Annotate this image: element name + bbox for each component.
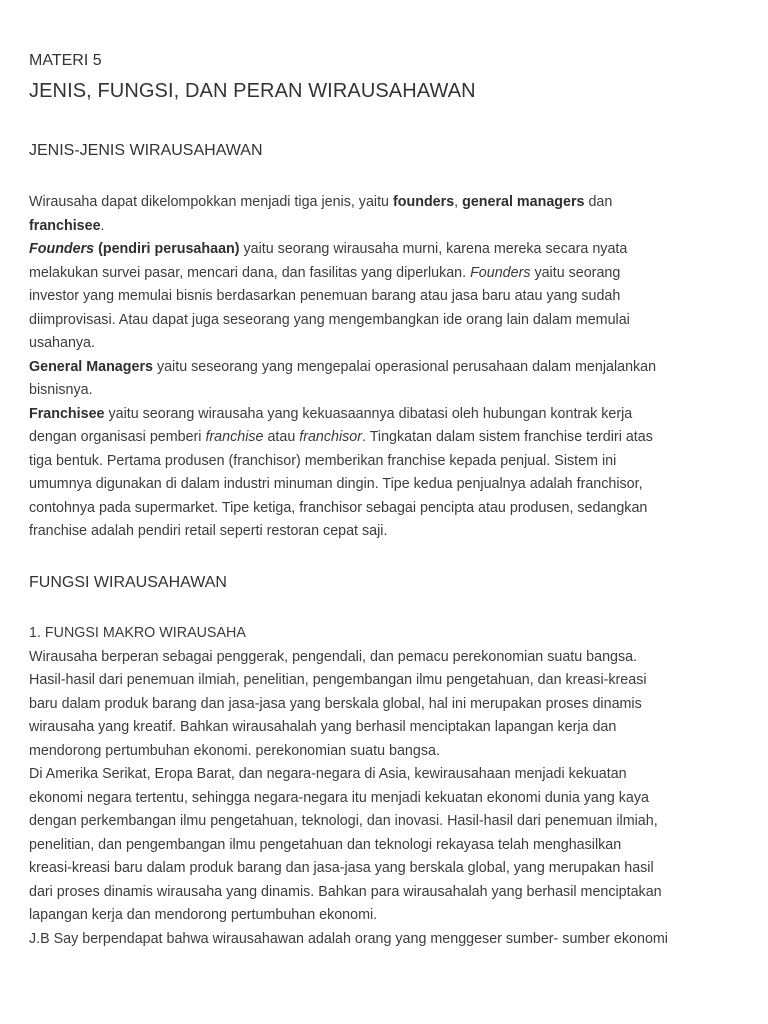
fungsi-line: wirausaha yang kreatif. Bahkan wirausahalah yang berhasil menciptakan lapangan kerja dan: [29, 719, 617, 735]
franchisee-line-1: [29, 403, 751, 427]
founders-line-4: diimprovisasi. Atau dapat juga seseorang yang mengembangkan ide orang lain dalam memulai: [29, 311, 630, 328]
fungsi-line: ekonomi negara tertentu, sehingga negara-negara itu menjadi kekuatan ekonomi dunia yang kaya: [29, 789, 649, 806]
franchisee-line-5: contohnya pada supermarket. Tipe ketiga, franchisor sebagai pencipta atau produsen, sedangkan: [29, 499, 648, 516]
franchisee-text: dengan organisasi pemberi: [29, 429, 206, 445]
founders-line-2: [29, 262, 751, 286]
section-heading-jenis: JENIS-JENIS WIRAUSAHAWAN: [29, 142, 263, 159]
franchisee-line-2: [29, 426, 751, 450]
fungsi-line: Di Amerika Serikat, Eropa Barat, dan negara-negara di Asia, kewirausahaan menjadi kekuatan: [29, 766, 627, 782]
fungsi-line: lapangan kerja dan mendorong pertumbuhan ekonomi.: [29, 907, 378, 923]
fungsi-line: baru dalam produk barang dan jasa-jasa yang berskala global, hal ini merupakan proses dinamis: [29, 695, 642, 712]
page-title: JENIS, FUNGSI, DAN PERAN WIRAUSAHAWAN: [29, 80, 476, 102]
fungsi-line: Hasil-hasil dari penemuan ilmiah, penelitian, pengembangan ilmu pengetahuan, dan kreasi-kreasi: [29, 672, 647, 688]
franchisor-italic: franchisor: [299, 429, 363, 445]
intro-text: Wirausaha dapat dikelompokkan menjadi tiga jenis, yaitu: [29, 194, 393, 210]
founders-text: melakukan survei pasar, mencari dana, dan fasilitas yang diperlukan.: [29, 264, 471, 281]
term-founders: founders: [392, 194, 455, 210]
intro-line-2: [29, 215, 751, 239]
fungsi-line: mendorong pertumbuhan ekonomi. perekonomian suatu bangsa.: [29, 742, 440, 759]
franchisee-text: atau: [263, 429, 300, 445]
franchisee-line-4: umumnya digunakan di dalam industri minuman dingin. Tipe kedua penjualnya adalah franchisor,: [29, 476, 643, 492]
term-franchisee: franchisee: [29, 217, 101, 234]
fungsi-line: dari proses dinamis wirausaha yang dinamis. Bahkan para wirausahalah yang berhasil menciptakan: [29, 883, 662, 900]
gm-text: yaitu seseorang yang mengepalai operasional perusahaan dalam menjalankan: [152, 358, 657, 375]
term-general-managers: general managers: [462, 194, 585, 210]
franchisee-text: yaitu seorang wirausaha yang kekuasaannya dibatasi oleh hubungan kontrak kerja: [104, 405, 633, 422]
gm-line-1: [29, 356, 751, 380]
intro-separator: ,: [454, 194, 463, 210]
intro-text-dan: dan: [584, 194, 613, 210]
fungsi-line: dengan perkembangan ilmu pengetahuan, teknologi, dan inovasi. Hasil-hasil dari penemuan ilmiah,: [29, 813, 658, 829]
founders-text: yaitu seorang: [530, 264, 621, 281]
founders-italic: Founders: [470, 264, 531, 281]
fungsi-line: Wirausaha berperan sebagai penggerak, pengendali, dan pemacu perekonomian suatu bangsa.: [29, 648, 638, 665]
founders-line-3: investor yang memulai bisnis berdasarkan penemuan barang atau jasa baru atau yang sudah: [29, 288, 621, 304]
fungsi-line: penelitian, dan pengembangan ilmu pengetahuan dan teknologi rekayasa telah menghasilkan: [29, 836, 622, 853]
intro-period: .: [100, 217, 105, 234]
franchisee-text: . Tingkatan dalam sistem franchise terdiri atas: [362, 429, 653, 445]
fungsi-line: kreasi-kreasi baru dalam produk barang dan jasa-jasa yang berskala global, yang merupakan hasil: [29, 860, 654, 876]
section-fungsi-body: [29, 622, 751, 951]
founders-line-1: [29, 238, 751, 262]
fungsi-line: J.B Say berpendapat bahwa wirausahawan adalah orang yang menggeser sumber- sumber ekonomi: [29, 930, 668, 947]
founders-text: yaitu seorang wirausaha murni, karena mereka secara nyata: [239, 241, 628, 257]
gm-term: General Managers: [29, 358, 153, 375]
fungsi-subheading: 1. FUNGSI MAKRO WIRAUSAHA: [29, 625, 246, 641]
founders-term-gloss: (pendiri perusahaan): [94, 241, 240, 257]
founders-line-5: usahanya.: [29, 335, 95, 351]
franchise-italic: franchise: [205, 429, 264, 445]
gm-line-2: bisnisnya.: [29, 382, 93, 398]
founders-term: Founders: [29, 241, 95, 257]
franchisee-line-3: tiga bentuk. Pertama produsen (franchisor) memberikan franchise kepada penjual. Sistem ini: [29, 452, 617, 469]
franchisee-term: Franchisee: [29, 405, 105, 422]
section-jenis-body: [29, 191, 751, 544]
franchisee-line-6: franchise adalah pendiri retail seperti restoran cepat saji.: [29, 523, 388, 539]
section-heading-fungsi: FUNGSI WIRAUSAHAWAN: [29, 574, 227, 591]
materi-label: MATERI 5: [29, 52, 102, 69]
intro-line-1: [29, 191, 751, 215]
